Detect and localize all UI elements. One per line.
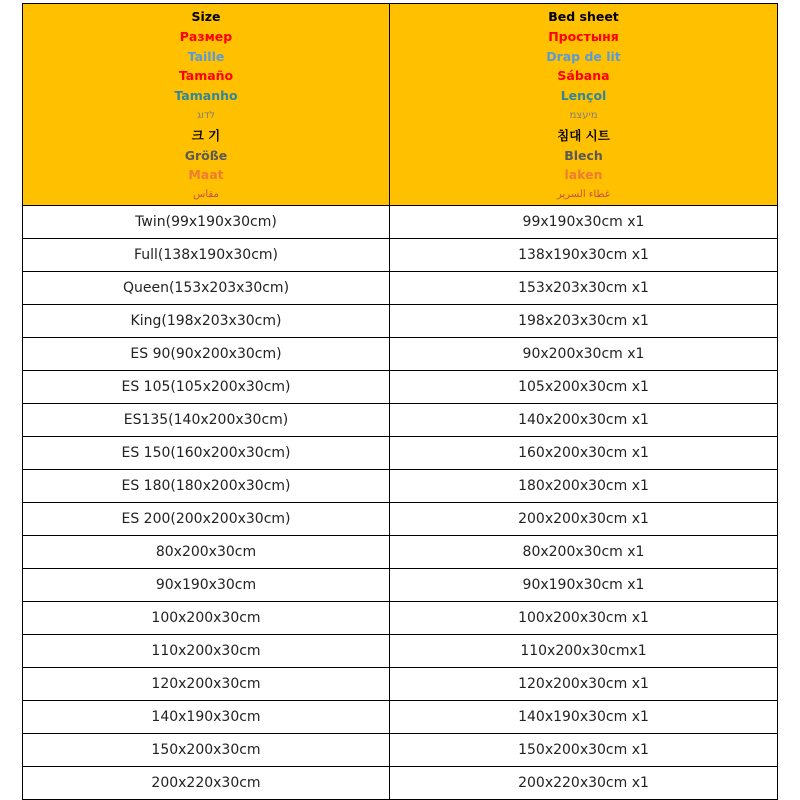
- size-cell: 150x200x30cm: [23, 733, 390, 766]
- bed-sheet-cell: 198x203x30cm x1: [390, 304, 778, 337]
- bed-sheet-label-pt: Lençol: [560, 88, 607, 104]
- size-label-he: לדוג: [197, 109, 215, 121]
- bed-sheet-label-en: Bed sheet: [548, 9, 619, 24]
- bed-sheet-cell: 140x200x30cm x1: [390, 403, 778, 436]
- size-label-en: Size: [191, 9, 221, 24]
- size-cell: 120x200x30cm: [23, 667, 390, 700]
- size-cell: Twin(99x190x30cm): [23, 205, 390, 238]
- table-row: [23, 733, 778, 766]
- table-row: [23, 403, 778, 436]
- size-chart-table: [22, 3, 778, 800]
- bed-sheet-label-he: מיעצמ: [569, 109, 598, 121]
- size-cell: Full(138x190x30cm): [23, 238, 390, 271]
- size-rows: [23, 205, 778, 799]
- table-row: [23, 568, 778, 601]
- size-cell: King(198x203x30cm): [23, 304, 390, 337]
- bed-sheet-label-fr: Drap de lit: [546, 48, 621, 64]
- bed-sheet-cell: 200x200x30cm x1: [390, 502, 778, 535]
- bed-sheet-cell: 99x190x30cm x1: [390, 205, 778, 238]
- size-label-ar: مقاس: [193, 189, 219, 201]
- table-row: [23, 304, 778, 337]
- size-label-ko: 크 기: [191, 127, 221, 143]
- size-cell: ES 105(105x200x30cm): [23, 370, 390, 403]
- table-row: [23, 634, 778, 667]
- size-cell: Queen(153x203x30cm): [23, 271, 390, 304]
- table-row: [23, 766, 778, 799]
- bed-sheet-label-ru: Простыня: [548, 28, 619, 44]
- size-cell: 200x220x30cm: [23, 766, 390, 799]
- table-row: [23, 370, 778, 403]
- bed-sheet-cell: 180x200x30cm x1: [390, 469, 778, 502]
- size-label-ru: Размер: [179, 28, 233, 44]
- table-row: [23, 601, 778, 634]
- bed-sheet-label-es: Sábana: [557, 68, 610, 84]
- bed-sheet-cell: 138x190x30cm x1: [390, 238, 778, 271]
- bed-sheet-cell: 80x200x30cm x1: [390, 535, 778, 568]
- bed-sheet-cell: 200x220x30cm x1: [390, 766, 778, 799]
- table-row: [23, 436, 778, 469]
- bed-sheet-cell: 153x203x30cm x1: [390, 271, 778, 304]
- table-row: [23, 469, 778, 502]
- size-cell: ES 90(90x200x30cm): [23, 337, 390, 370]
- size-cell: 110x200x30cm: [23, 634, 390, 667]
- bed-sheet-cell: 110x200x30cmx1: [390, 634, 778, 667]
- bed-sheet-cell: 150x200x30cm x1: [390, 733, 778, 766]
- bed-sheet-cell: 120x200x30cm x1: [390, 667, 778, 700]
- bed-sheet-cell: 100x200x30cm x1: [390, 601, 778, 634]
- table-row: [23, 337, 778, 370]
- bed-sheet-cell: 105x200x30cm x1: [390, 370, 778, 403]
- size-cell: 140x190x30cm: [23, 700, 390, 733]
- table-row: [23, 205, 778, 238]
- size-label-es: Tamaño: [178, 68, 234, 84]
- size-label-nl: Maat: [188, 167, 224, 183]
- header-row: [23, 4, 778, 206]
- table-row: [23, 700, 778, 733]
- size-cell: ES 180(180x200x30cm): [23, 469, 390, 502]
- size-cell: 90x190x30cm: [23, 568, 390, 601]
- table-row: [23, 502, 778, 535]
- bed-sheet-label-ko: 침대 시트: [557, 127, 610, 143]
- bed-sheet-label-de: Blech: [564, 147, 603, 163]
- table-row: [23, 238, 778, 271]
- table-row: [23, 535, 778, 568]
- bed-sheet-cell: 140x190x30cm x1: [390, 700, 778, 733]
- size-cell: 80x200x30cm: [23, 535, 390, 568]
- bed-sheet-label-nl: laken: [564, 167, 603, 183]
- bed-sheet-cell: 90x190x30cm x1: [390, 568, 778, 601]
- bed-sheet-header-cell: [390, 4, 778, 206]
- size-label-fr: Taille: [187, 48, 225, 64]
- size-cell: ES135(140x200x30cm): [23, 403, 390, 436]
- size-cell: ES 200(200x200x30cm): [23, 502, 390, 535]
- bed-sheet-cell: 160x200x30cm x1: [390, 436, 778, 469]
- size-label-de: Größe: [184, 147, 228, 163]
- bed-sheet-cell: 90x200x30cm x1: [390, 337, 778, 370]
- size-label-pt: Tamanho: [174, 88, 238, 104]
- size-cell: 100x200x30cm: [23, 601, 390, 634]
- size-cell: ES 150(160x200x30cm): [23, 436, 390, 469]
- bed-sheet-label-ar: غطاء السرير: [557, 189, 610, 201]
- table-row: [23, 271, 778, 304]
- size-header-cell: [23, 4, 390, 206]
- table-row: [23, 667, 778, 700]
